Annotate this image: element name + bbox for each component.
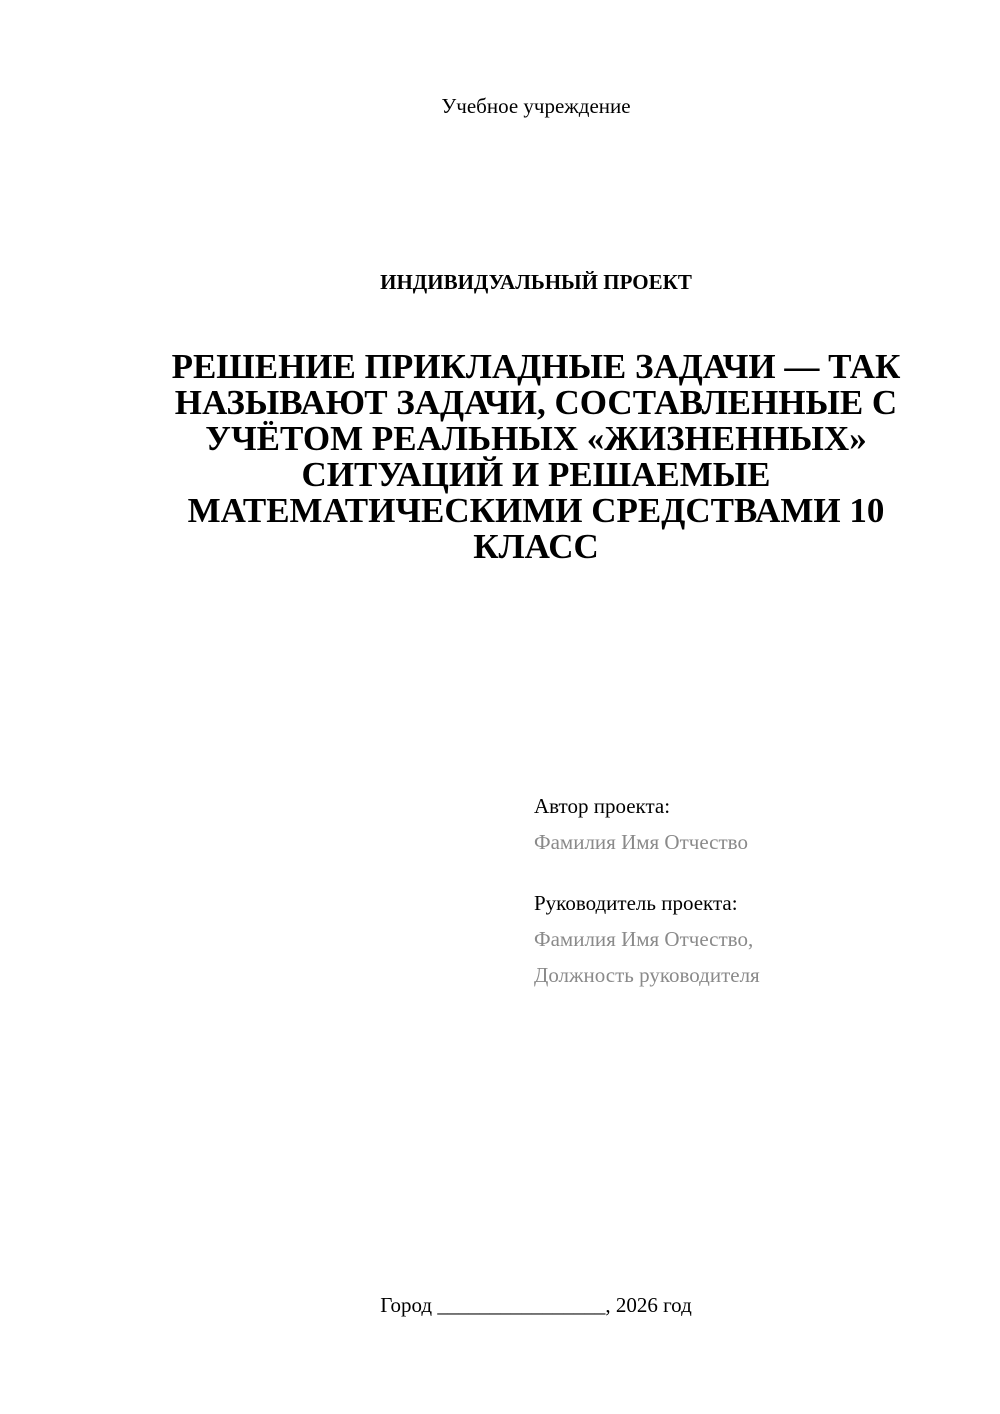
authors-block [534, 788, 974, 993]
supervisor-name: Фамилия Имя Отчество, [534, 927, 754, 951]
authors-spacer [534, 860, 974, 885]
project-type-heading: ИНДИВИДУАЛЬНЫЙ ПРОЕКТ [380, 270, 692, 294]
city-year-footer: Город ________________, 2026 год [380, 1293, 692, 1317]
supervisor-position: Должность руководителя [534, 963, 760, 987]
project-title: РЕШЕНИЕ ПРИКЛАДНЫЕ ЗАДАЧИ — ТАК НАЗЫВАЮТ ЗАДАЧИ, СОСТАВЛЕННЫЕ С УЧЁТОМ РЕАЛЬНЫХ «ЖИЗНЕННЫХ» СИТУАЦИЙ И РЕШАЕМЫЕ МАТЕМАТИЧЕСКИМИ СРЕДСТВАМИ 10 КЛАСС [171, 347, 901, 566]
author-label: Автор проекта: [534, 794, 671, 818]
supervisor-label: Руководитель проекта: [534, 891, 738, 915]
author-name: Фамилия Имя Отчество [534, 830, 748, 854]
institution-name: Учебное учреждение [441, 94, 631, 118]
